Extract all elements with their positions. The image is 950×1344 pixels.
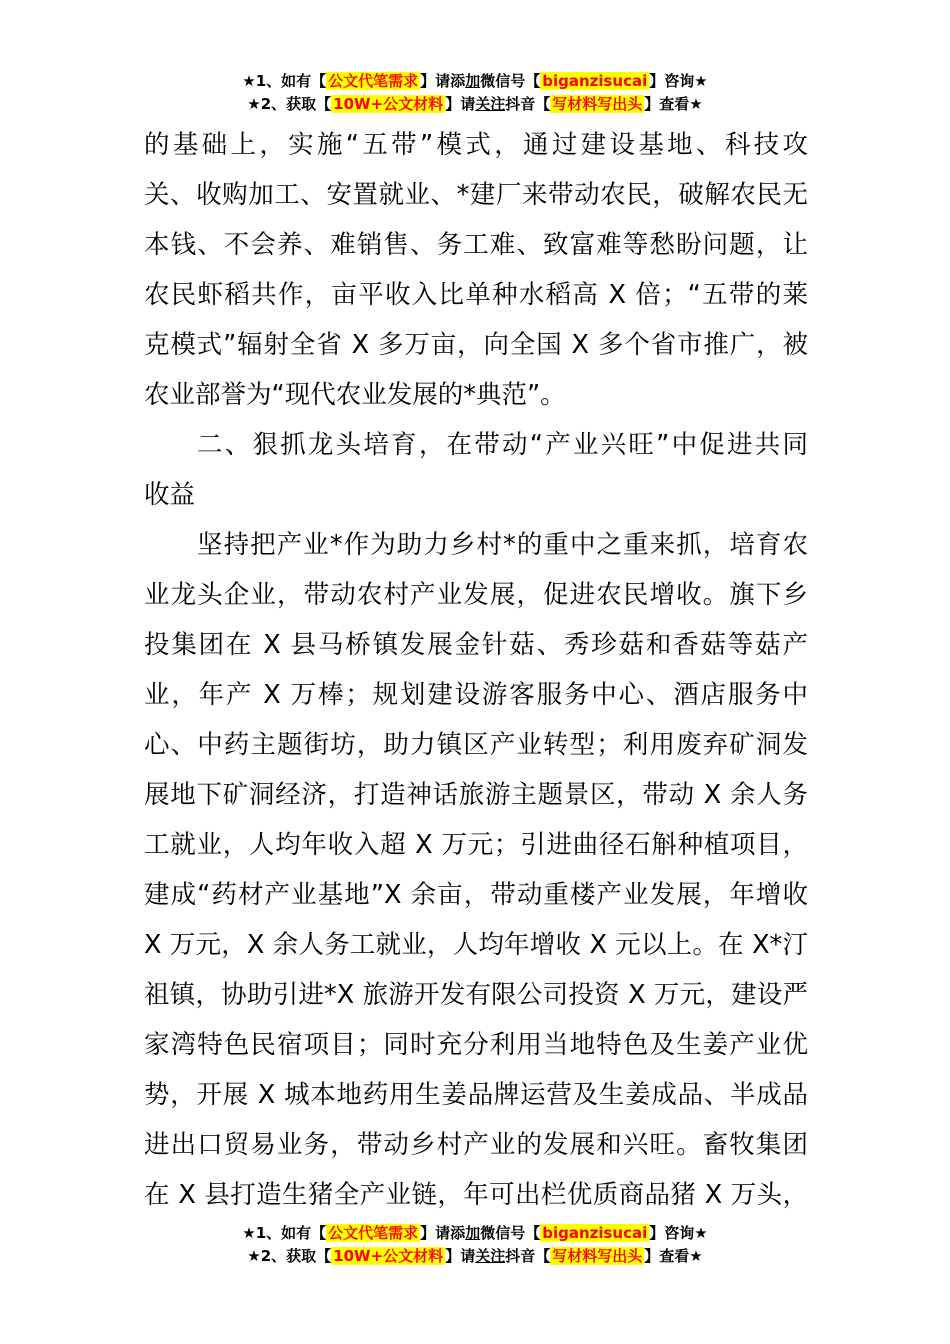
text-line: 工就业，人均年收入超 X 万元；引进曲径石斛种植项目，: [144, 830, 808, 860]
banner-text: 】请添: [420, 1224, 466, 1242]
section-heading: 二、狠抓龙头培育，在带动“产业兴旺”中促进共同: [197, 430, 808, 460]
text-line: 心、中药主题街坊，助力镇区产业转型；利用废弃矿洞发: [144, 730, 808, 760]
text-line: 家湾特色民宿项目；同时充分利用当地特色及生姜产业优: [144, 1030, 808, 1060]
text-line: X 万元，X 余人务工就业，人均年增收 X 元以上。在 X*汀: [144, 930, 808, 960]
banner-text: 】请添: [420, 72, 466, 90]
footer-banner: [0, 1222, 950, 1268]
text-line: 的基础上，实施“五带”模式，通过建设基地、科技攻: [144, 130, 808, 160]
text-line: 农民虾稻共作，亩平收入比单种水稻高 X 倍；“五带的莱: [144, 280, 808, 310]
banner-highlight: biganzisucai: [542, 1224, 648, 1242]
document-body: [144, 120, 808, 1220]
text-line: 农业部誉为“现代农业发展的*典范”。: [144, 380, 566, 410]
text-line: 业，年产 X 万棒；规划建设游客服务中心、酒店服务中: [144, 680, 808, 710]
banner-text: 】查看★: [644, 95, 703, 113]
text-line: 业龙头企业，带动农村产业发展，促进农民增收。旗下乡: [144, 580, 808, 610]
banner-text: 微信号【: [480, 72, 541, 90]
banner-text: 】请: [445, 1247, 476, 1265]
banner-highlight: 10W+公文材料: [333, 95, 444, 113]
banner-highlight: 公文代笔需求: [328, 1224, 419, 1242]
banner-text: 微信号【: [480, 1224, 541, 1242]
text-line: 展地下矿洞经济，打造神话旅游主题景区，带动 X 余人务: [144, 780, 808, 810]
text-line: 势，开展 X 城本地药用生姜品牌运营及生姜成品、半成品: [144, 1080, 808, 1110]
banner-highlight: 写材料写出头: [552, 1247, 643, 1265]
text-line: 建成“药材产业基地”X 余亩，带动重楼产业发展，年增收: [144, 880, 808, 910]
text-line: 本钱、不会养、难销售、务工难、致富难等愁盼问题，让: [144, 230, 808, 260]
banner-highlight: biganzisucai: [542, 72, 648, 90]
banner-line-2: [0, 93, 950, 116]
header-banner: [0, 70, 950, 116]
banner-text: ★2、获取【: [247, 95, 332, 113]
banner-line-1: [0, 1222, 950, 1245]
banner-text: 】咨询★: [649, 1224, 708, 1242]
banner-highlight: 写材料写出头: [552, 95, 643, 113]
banner-text: 抖音【: [505, 95, 551, 113]
banner-text: ★2、获取【: [247, 1247, 332, 1265]
banner-text: 】查看★: [644, 1247, 703, 1265]
banner-highlight: 公文代笔需求: [328, 72, 419, 90]
text-line: 在 X 县打造生猪全产业链，年可出栏优质商品猪 X 万头，: [144, 1180, 808, 1210]
text-line: 投集团在 X 县马桥镇发展金针菇、秀珍菇和香菇等菇产: [144, 630, 808, 660]
section-heading-continued: 收益: [144, 480, 196, 510]
banner-underlined-text: 加: [465, 1224, 481, 1242]
banner-text: 】请: [445, 95, 476, 113]
text-line: 克模式”辐射全省 X 多万亩，向全国 X 多个省市推广，被: [144, 330, 808, 360]
banner-text: ★1、如有【: [242, 72, 327, 90]
banner-line-2: [0, 1245, 950, 1268]
banner-text: 抖音【: [505, 1247, 551, 1265]
banner-line-1: [0, 70, 950, 93]
banner-text: 】咨询★: [649, 72, 708, 90]
text-line: 坚持把产业*作为助力乡村*的重中之重来抓，培育农: [197, 530, 808, 560]
banner-underlined-text: 加: [465, 72, 481, 90]
banner-text: ★1、如有【: [242, 1224, 327, 1242]
text-line: 关、收购加工、安置就业、*建厂来带动农民，破解农民无: [144, 180, 808, 210]
text-line: 进出口贸易业务，带动乡村产业的发展和兴旺。畜牧集团: [144, 1130, 808, 1160]
text-line: 祖镇，协助引进*X 旅游开发有限公司投资 X 万元，建设严: [144, 980, 808, 1010]
banner-underlined-text: 关注: [475, 95, 506, 113]
banner-underlined-text: 关注: [475, 1247, 506, 1265]
banner-highlight: 10W+公文材料: [333, 1247, 444, 1265]
